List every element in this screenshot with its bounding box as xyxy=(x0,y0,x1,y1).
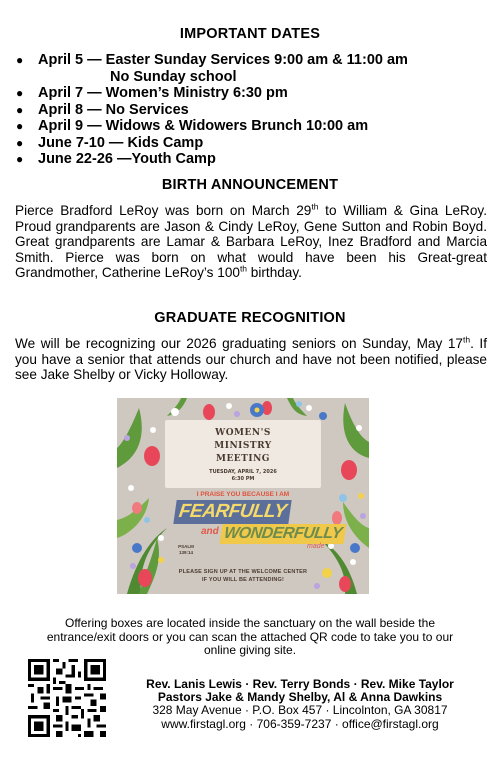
date-item-continuation: No Sunday school xyxy=(110,68,237,85)
date-item-text: April 8 — No Services xyxy=(38,101,189,118)
psalm-verse: 139:14 xyxy=(178,550,193,555)
list-item xyxy=(14,151,408,168)
flyer-praise-text: I PRAISE YOU BECAUSE I AM xyxy=(196,491,290,498)
flyer-psalm-reference xyxy=(175,544,197,556)
list-item xyxy=(14,135,408,152)
important-dates-heading: IMPORTANT DATES xyxy=(179,26,321,42)
womens-ministry-flyer xyxy=(117,398,369,594)
date-item-text: April 5 — Easter Sunday Services 9:00 am & 11:00 am xyxy=(38,52,408,68)
psalm-label: PSALM xyxy=(178,544,194,549)
flyer-title-line: MEETING xyxy=(215,454,270,464)
date-item-text: April 7 — Women’s Ministry 6:30 pm xyxy=(38,85,288,101)
graduate-text-part: We will be recognizing our 2026 graduating seniors on Sunday, May 17 xyxy=(15,336,463,351)
offering-note: Offering boxes are located inside the sanctuary on the wall beside the entrance/exit doors or you can scan the attached QR code to take you to our online giving site. xyxy=(46,616,454,657)
flyer-signup-line: PLEASE SIGN UP AT THE WELCOME CENTER xyxy=(178,569,308,575)
flyer-signup-line: IF YOU WILL BE ATTENDING! xyxy=(201,577,285,583)
bullet-icon: ● xyxy=(16,152,24,166)
bullet-icon: ● xyxy=(16,102,24,117)
list-item xyxy=(14,52,408,85)
list-item xyxy=(14,102,408,119)
bullet-icon: ● xyxy=(16,119,24,133)
birth-announcement-heading: BIRTH ANNOUNCEMENT xyxy=(161,177,339,193)
qr-code-icon[interactable] xyxy=(28,659,106,737)
flyer-and-text: and xyxy=(201,526,219,537)
list-item xyxy=(14,118,408,135)
list-item xyxy=(14,85,408,102)
flyer-wonderfully-banner: WONDERFULLY xyxy=(220,524,347,544)
date-item-text: June 22-26 —Youth Camp xyxy=(38,151,216,167)
graduate-text-part: . If you have a senior that attends our church and have not been notified, please see Jake Shelby or Vicky Holloway. xyxy=(15,336,487,382)
birth-text-part: to William & Gina LeRoy. Proud grandparents are Jason & Cindy LeRoy, Gene Sutton and Robin Boyd. Great grandparents are Lamar & Barbara LeRoy, Inez Bradford and Marcia Smith. Pierce was born on what would have been his Great-great Grandmother, Catherine LeRoy’s 100 xyxy=(15,203,487,280)
ordinal-suffix: th xyxy=(462,334,471,345)
website-phone-email-line[interactable]: www.firstagl.org · 706-359-7237 · office@firstagl.org xyxy=(161,716,439,731)
flyer-title-line: WOMEN'S xyxy=(215,428,271,438)
pastors-line: Pastors Jake & Mandy Shelby, Al & Anna Dawkins xyxy=(157,690,443,705)
ordinal-suffix: th xyxy=(239,263,248,274)
graduate-recognition-heading: GRADUATE RECOGNITION xyxy=(154,310,346,326)
birth-text-part: birthday. xyxy=(247,265,302,280)
flyer-made-text: made xyxy=(307,543,325,550)
bullet-icon: ● xyxy=(16,86,24,100)
flyer-title-line: MINISTRY xyxy=(214,441,272,451)
ordinal-suffix: th xyxy=(311,201,319,212)
bullet-icon: ● xyxy=(16,53,24,67)
date-item-text: June 7-10 — Kids Camp xyxy=(38,134,204,151)
church-contact-block xyxy=(118,678,482,731)
birth-announcement-text xyxy=(15,203,487,281)
flyer-date: TUESDAY, APRIL 7, 2026 xyxy=(209,469,277,475)
bullet-icon: ● xyxy=(16,135,24,150)
flyer-fearfully-banner: FEARFULLY xyxy=(173,500,291,524)
graduate-recognition-text xyxy=(15,336,487,383)
reverends-line: Rev. Lanis Lewis · Rev. Terry Bonds · Rev. Mike Taylor xyxy=(146,677,454,691)
important-dates-list xyxy=(14,52,408,168)
address-line: 328 May Avenue · P.O. Box 457 · Lincolnton, GA 30817 xyxy=(152,703,448,718)
birth-text-part: Pierce Bradford LeRoy was born on March 29 xyxy=(15,203,312,218)
flyer-time: 6:30 PM xyxy=(231,476,255,482)
date-item-text: April 9 — Widows & Widowers Brunch 10:00 am xyxy=(38,118,369,134)
